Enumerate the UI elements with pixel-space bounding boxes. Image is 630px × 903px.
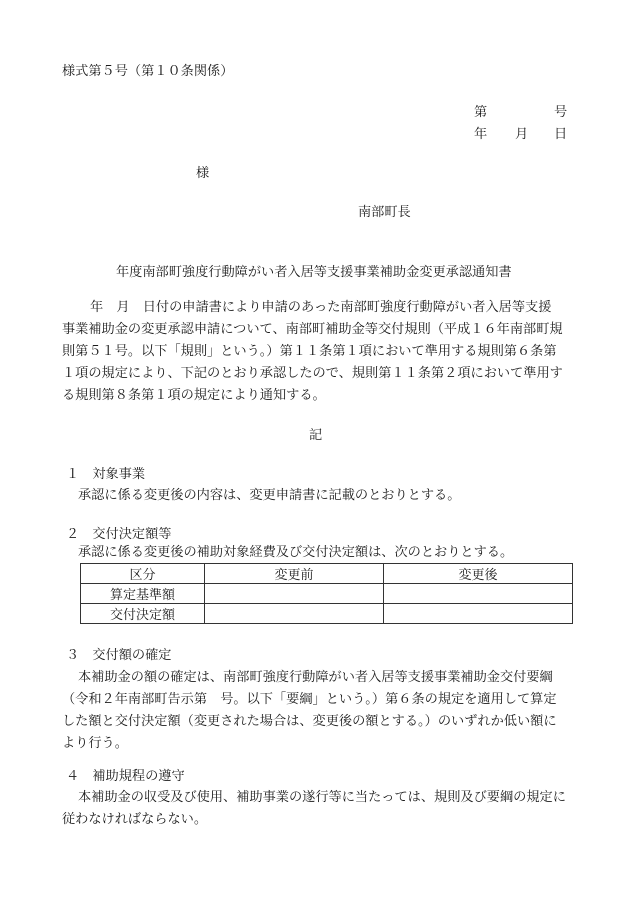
amounts-table [80, 563, 573, 624]
table-cell: 算定基準額 [81, 584, 205, 604]
section-line: より行う。 [62, 736, 128, 751]
section-heading: １ 対象事業 [66, 467, 146, 482]
table-row [81, 584, 573, 604]
body-line: 事業補助金の変更承認申請について、南部町補助金等交付規則（平成１６年南部町規 [62, 322, 563, 337]
section-line: した額と交付決定額（変更された場合は、変更後の額とする。）のいずれか低い額に [62, 714, 557, 729]
section-heading: ２ 交付決定額等 [66, 527, 172, 542]
table-cell [384, 604, 573, 624]
doc-number-suffix: 号 [554, 105, 568, 120]
section-line: 本補助金の額の確定は、南部町強度行動障がい者入居等支援事業補助金交付要綱 [78, 670, 553, 685]
date-month: 月 [515, 127, 529, 142]
table-header-cell: 変更前 [205, 564, 384, 584]
addressee-suffix: 様 [196, 166, 210, 181]
date-day: 日 [554, 127, 568, 142]
table-cell [384, 584, 573, 604]
body-line: 則第５１号。以下「規則」という。）第１１条第１項において準用する規則第６条第 [62, 344, 557, 359]
body-line: 年 月 日付の申請書により申請のあった南部町強度行動障がい者入居等支援 [90, 300, 552, 315]
document-title: 年度南部町強度行動障がい者入居等支援事業補助金変更承認通知書 [116, 265, 512, 280]
section-line: （令和２年南部町告示第 号。以下「要綱」という。）第６条の規定を適用して算定 [62, 692, 557, 707]
issuer: 南部町長 [358, 205, 411, 220]
section-heading: ３ 交付額の確定 [66, 648, 172, 663]
date-year: 年 [474, 127, 488, 142]
table-cell [205, 604, 384, 624]
section-line: 承認に係る変更後の内容は、変更申請書に記載のとおりとする。 [78, 488, 461, 503]
section-line: 本補助金の収受及び使用、補助事業の遂行等に当たっては、規則及び要綱の規定に [78, 790, 566, 805]
table-header-cell: 区分 [81, 564, 205, 584]
section-line: 承認に係る変更後の補助対象経費及び交付決定額は、次のとおりとする。 [78, 545, 514, 560]
table-header-cell: 変更後 [384, 564, 573, 584]
table-row [81, 604, 573, 624]
table-cell [205, 584, 384, 604]
ki-heading: 記 [309, 428, 323, 443]
section-heading: ４ 補助規程の遵守 [66, 769, 185, 784]
body-line: １項の規定により、下記のとおり承認したので、規則第１１条第２項において準用す [62, 366, 563, 381]
section-line: 従わなければならない。 [62, 812, 208, 827]
table-cell: 交付決定額 [81, 604, 205, 624]
body-line: る規則第８条第１項の規定により通知する。 [62, 388, 326, 403]
doc-number-label: 第 [474, 105, 488, 120]
form-number: 様式第５号（第１０条関係） [62, 64, 234, 79]
table-header-row [81, 564, 573, 584]
